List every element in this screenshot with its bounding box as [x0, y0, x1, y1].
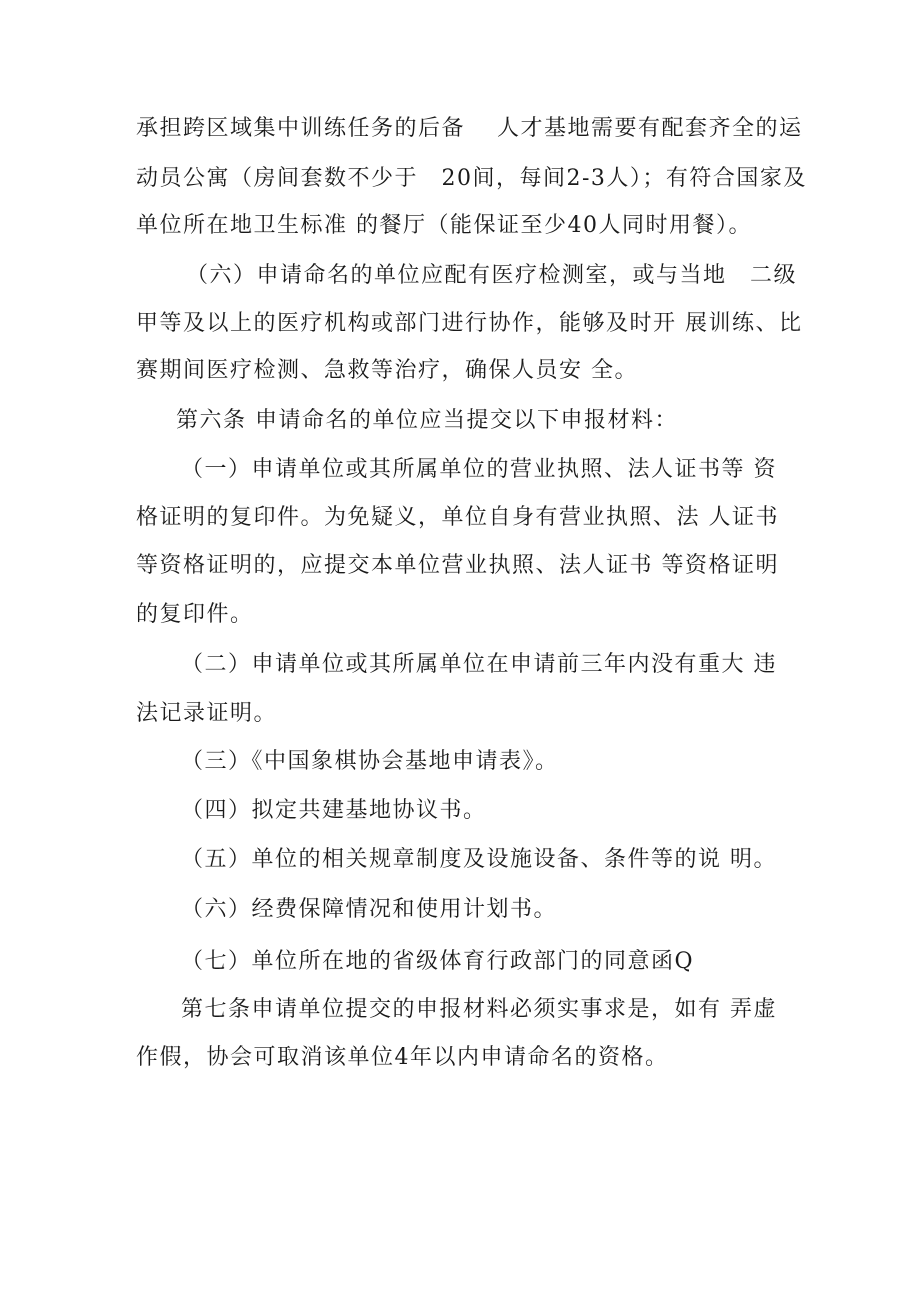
text-line: （三）《中国象棋协会基地申请表》。 [181, 749, 559, 774]
text-line: （一）申请单位或其所属单位的营业执照、法人证书等 资 [181, 457, 777, 482]
text-line: 承担跨区域集中训练任务的后备 人才基地需要有配套齐全的运 [136, 116, 803, 141]
text-line: 动员公寓（房间套数不少于 20间，每间2-3人）；有符合国家及 [136, 166, 807, 191]
text-line: 法记录证明。 [136, 701, 278, 726]
text-line: （六）申请命名的单位应配有医疗检测室，或与当地 二级 [186, 263, 798, 288]
text-line: 第七条申请单位提交的申报材料必须实事求是，如有 弄虚 [181, 997, 777, 1022]
text-line: （二）申请单位或其所属单位在申请前三年内没有重大 违 [181, 652, 777, 677]
text-line: 作假，协会可取消该单位4年以内申请命名的资格。 [136, 1045, 669, 1070]
text-line: 等资格证明的，应提交本单位营业执照、法人证书 等资格证明 [136, 553, 779, 578]
text-line: 赛期间医疗检测、急救等治疗，确保人员安 全。 [136, 358, 638, 383]
text-line: （五）单位的相关规章制度及设施设备、条件等的说 明。 [181, 847, 777, 872]
text-line: 格证明的复印件。为免疑义，单位自身有营业执照、法 人证书 [136, 505, 779, 530]
text-line: 的复印件。 [136, 602, 254, 627]
text-line: 甲等及以上的医疗机构或部门进行协作，能够及时开 展训练、比 [136, 311, 803, 336]
text-line: （六）经费保障情况和使用计划书。 [181, 897, 558, 922]
text-line: 第六条 申请命名的单位应当提交以下申报材料： [176, 408, 678, 433]
text-line: （七）单位所在地的省级体育行政部门的同意函Q [181, 949, 695, 974]
text-line: 单位所在地卫生标准 的餐厅（能保证至少40人同时用餐）。 [136, 213, 752, 238]
text-line: （四）拟定共建基地协议书。 [181, 798, 487, 823]
